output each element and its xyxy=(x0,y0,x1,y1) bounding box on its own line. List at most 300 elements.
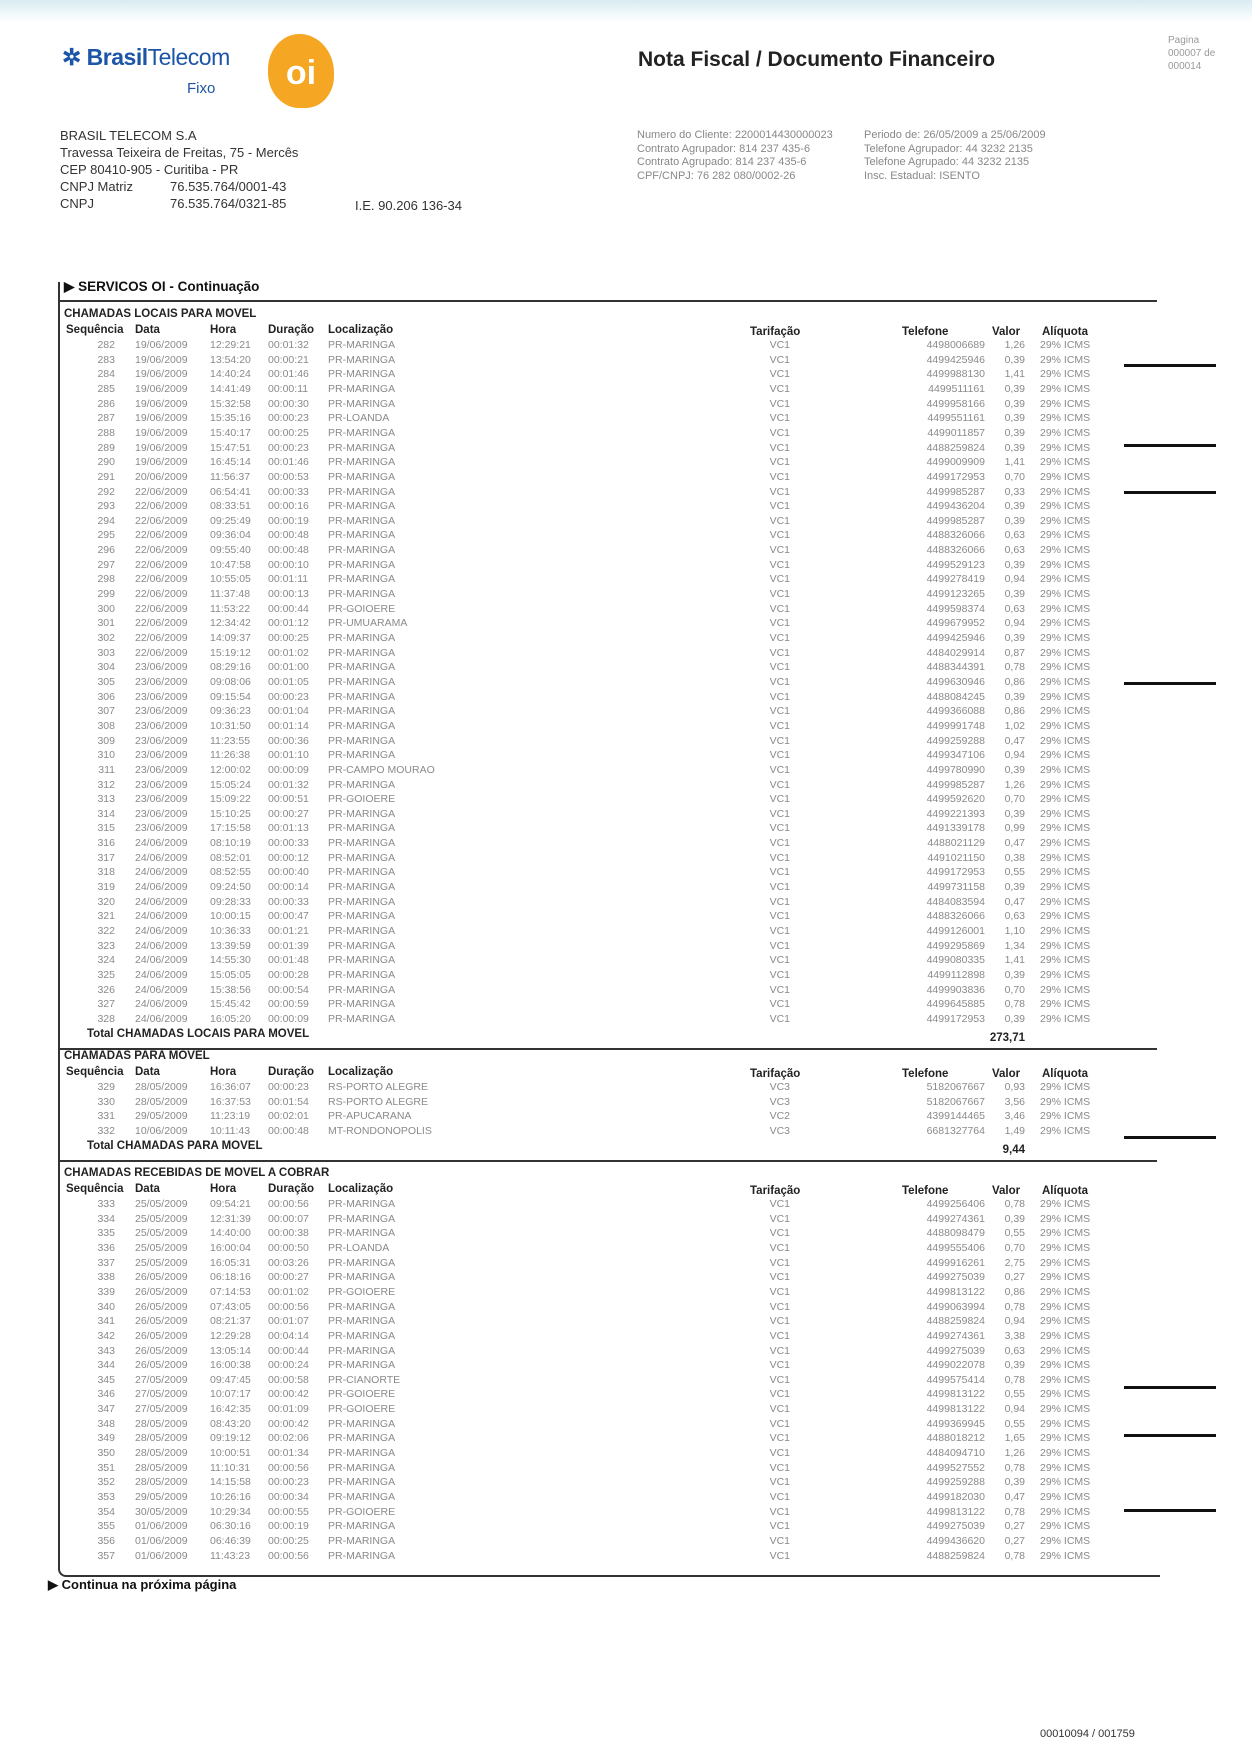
cell-aliquota: 29% ICMS xyxy=(1040,368,1091,381)
cell-tariff: VC1 xyxy=(769,719,790,732)
cell-location: PR-MARINGA xyxy=(328,500,396,513)
cell-time: 16:37:53 xyxy=(210,1095,251,1108)
table-row xyxy=(60,779,1160,794)
column-header-time: Hora xyxy=(210,324,237,336)
margin-mark xyxy=(1124,444,1216,447)
table-row xyxy=(60,881,1160,896)
cell-value: 0,55 xyxy=(1004,1227,1025,1240)
cell-tariff: VC1 xyxy=(769,895,790,908)
cell-value: 0,78 xyxy=(1004,998,1025,1011)
cell-location: PR-MARINGA xyxy=(328,998,396,1011)
cell-aliquota: 29% ICMS xyxy=(1040,573,1091,586)
cell-sequence: 300 xyxy=(97,602,115,615)
cell-time: 12:29:28 xyxy=(210,1329,251,1342)
cell-time: 09:15:54 xyxy=(210,690,251,703)
cell-duration: 00:00:25 xyxy=(268,426,309,439)
cell-aliquota: 29% ICMS xyxy=(1040,1447,1091,1460)
cell-phone: 4499425946 xyxy=(926,353,985,366)
cell-time: 15:45:42 xyxy=(210,998,251,1011)
cell-value: 0,94 xyxy=(1004,1315,1025,1328)
cell-duration: 00:00:40 xyxy=(268,866,309,879)
cell-phone: 4488084245 xyxy=(926,690,985,703)
cell-value: 0,38 xyxy=(1004,851,1025,864)
cell-time: 08:43:20 xyxy=(210,1417,251,1430)
cell-location: PR-MARINGA xyxy=(328,1432,396,1445)
cell-location: PR-MARINGA xyxy=(328,807,396,820)
total-value: 9,44 xyxy=(1002,1143,1025,1156)
cell-aliquota: 29% ICMS xyxy=(1040,939,1091,952)
cell-sequence: 342 xyxy=(97,1329,115,1342)
cell-aliquota: 29% ICMS xyxy=(1040,588,1091,601)
table-row xyxy=(60,940,1160,955)
cell-duration: 00:03:26 xyxy=(268,1256,309,1269)
cell-sequence: 323 xyxy=(97,939,115,952)
cell-date: 19/06/2009 xyxy=(135,456,188,469)
cell-time: 11:53:22 xyxy=(210,602,251,615)
cell-time: 11:37:48 xyxy=(210,588,251,601)
cell-date: 28/05/2009 xyxy=(135,1095,188,1108)
cell-date: 27/05/2009 xyxy=(135,1403,188,1416)
cell-value: 0,63 xyxy=(1004,910,1025,923)
cell-aliquota: 29% ICMS xyxy=(1040,544,1091,557)
cell-sequence: 305 xyxy=(97,675,115,688)
cell-time: 10:47:58 xyxy=(210,558,251,571)
column-header-location: Localização xyxy=(328,324,394,336)
cell-value: 0,39 xyxy=(1004,588,1025,601)
cell-time: 06:46:39 xyxy=(210,1534,251,1547)
cell-value: 0,39 xyxy=(1004,763,1025,776)
cell-date: 24/06/2009 xyxy=(135,968,188,981)
cell-phone: 4491021150 xyxy=(927,851,985,864)
cell-value: 1,41 xyxy=(1004,456,1025,469)
cell-phone: 4499063994 xyxy=(926,1300,985,1313)
cell-tariff: VC1 xyxy=(769,1505,790,1518)
continue-text: Continua na próxima página xyxy=(61,1577,237,1592)
cell-location: PR-LOANDA xyxy=(328,412,390,425)
cell-sequence: 293 xyxy=(97,500,115,513)
cell-location: PR-MARINGA xyxy=(328,558,396,571)
client-info-right xyxy=(864,129,1046,183)
table-row xyxy=(60,984,1160,999)
cell-duration: 00:00:23 xyxy=(268,690,309,703)
cell-sequence: 349 xyxy=(97,1432,115,1445)
cell-aliquota: 29% ICMS xyxy=(1040,1359,1091,1372)
cell-phone: 4488326066 xyxy=(926,544,985,557)
cell-aliquota: 29% ICMS xyxy=(1040,632,1091,644)
cell-tariff: VC1 xyxy=(769,1549,790,1562)
cell-phone: 4499527552 xyxy=(926,1461,985,1474)
cell-date: 28/05/2009 xyxy=(135,1417,188,1430)
cell-sequence: 351 xyxy=(97,1461,115,1474)
cell-date: 24/06/2009 xyxy=(135,1012,188,1025)
cell-location: PR-GOIOERE xyxy=(328,793,396,806)
cell-aliquota: 29% ICMS xyxy=(1040,749,1091,762)
cell-phone: 4499425946 xyxy=(926,632,985,644)
cell-date: 26/05/2009 xyxy=(135,1315,188,1328)
logo-brand-bold: Brasil xyxy=(86,44,148,70)
cell-phone: 4499275039 xyxy=(926,1271,985,1284)
cell-duration: 00:01:46 xyxy=(268,456,309,469)
cell-value: 1,41 xyxy=(1004,368,1025,381)
oi-logo: oi xyxy=(268,34,334,108)
cell-time: 11:56:37 xyxy=(210,470,251,483)
cell-tariff: VC1 xyxy=(769,837,790,850)
column-header-tariff: Tarifação xyxy=(750,1185,801,1197)
cell-value: 1,41 xyxy=(1004,954,1025,967)
cell-value: 0,33 xyxy=(1004,485,1025,498)
cell-value: 1,26 xyxy=(1004,778,1025,791)
table-row xyxy=(60,808,1160,823)
cell-phone: 4399144465 xyxy=(926,1110,985,1123)
cell-time: 16:36:07 xyxy=(210,1081,251,1093)
cell-time: 09:19:12 xyxy=(210,1432,251,1445)
client-info-left xyxy=(637,129,833,183)
cell-time: 08:29:16 xyxy=(210,661,251,674)
cell-value: 0,55 xyxy=(1004,866,1025,879)
cell-time: 06:54:41 xyxy=(210,485,251,498)
page-total: 000014 xyxy=(1168,61,1202,72)
client-number: Numero do Cliente: 2200014430000023 xyxy=(637,129,833,141)
cell-tariff: VC1 xyxy=(769,793,790,806)
logo-icon: ✲ xyxy=(62,44,87,70)
cell-date: 26/05/2009 xyxy=(135,1300,188,1313)
cell-sequence: 356 xyxy=(97,1534,115,1547)
column-header-duration: Duração xyxy=(268,324,315,336)
cell-phone: 4499080335 xyxy=(926,954,985,967)
cell-duration: 00:01:13 xyxy=(268,822,309,835)
cell-date: 23/06/2009 xyxy=(135,778,188,791)
cell-phone: 4499551161 xyxy=(927,412,985,425)
cell-date: 19/06/2009 xyxy=(135,353,188,366)
cell-value: 0,47 xyxy=(1004,1491,1025,1503)
cell-location: PR-MARINGA xyxy=(328,1227,396,1240)
cell-tariff: VC1 xyxy=(769,1256,790,1269)
table-row xyxy=(60,852,1160,867)
cell-value: 0,39 xyxy=(1004,968,1025,981)
margin-mark xyxy=(1124,1434,1216,1437)
cell-phone: 4499221393 xyxy=(926,807,985,820)
cell-duration: 00:00:48 xyxy=(268,1124,309,1137)
cell-tariff: VC1 xyxy=(769,514,790,527)
margin-mark xyxy=(1124,364,1216,367)
table-row xyxy=(60,647,1160,662)
cell-date: 19/06/2009 xyxy=(135,426,188,439)
cell-location: PR-MARINGA xyxy=(328,368,396,381)
cell-time: 09:24:50 xyxy=(210,881,251,894)
table-row xyxy=(60,544,1160,559)
cell-sequence: 327 xyxy=(97,998,115,1011)
cell-tariff: VC1 xyxy=(769,1241,790,1254)
cell-tariff: VC1 xyxy=(769,646,790,659)
column-header-time: Hora xyxy=(210,1183,237,1195)
cell-location: PR-MARINGA xyxy=(328,339,396,351)
cell-location: PR-MARINGA xyxy=(328,1461,396,1474)
cell-sequence: 352 xyxy=(97,1476,115,1489)
cell-value: 0,70 xyxy=(1004,983,1025,996)
cell-time: 16:05:20 xyxy=(210,1012,251,1025)
table-row xyxy=(60,559,1160,574)
cell-phone: 4499259288 xyxy=(926,1476,985,1489)
cell-phone: 5182067667 xyxy=(926,1081,985,1093)
cell-value: 1,34 xyxy=(1004,939,1025,952)
cell-phone: 4491339178 xyxy=(926,822,985,835)
table-row xyxy=(60,573,1160,588)
cell-duration: 00:00:56 xyxy=(268,1198,309,1210)
cell-sequence: 282 xyxy=(97,339,115,351)
cell-phone: 4499813122 xyxy=(926,1388,985,1401)
table-row xyxy=(60,1432,1160,1447)
total-label: Total CHAMADAS PARA MOVEL xyxy=(87,1139,263,1152)
cell-aliquota: 29% ICMS xyxy=(1040,1329,1091,1342)
table-divider xyxy=(60,1160,1157,1162)
cell-time: 08:21:37 xyxy=(210,1315,251,1328)
cell-date: 22/06/2009 xyxy=(135,485,188,498)
cell-duration: 00:00:24 xyxy=(268,1359,309,1372)
cell-aliquota: 29% ICMS xyxy=(1040,675,1091,688)
cell-tariff: VC1 xyxy=(769,368,790,381)
cell-date: 23/06/2009 xyxy=(135,734,188,747)
cell-phone: 4499112898 xyxy=(927,968,985,981)
cell-sequence: 310 xyxy=(97,749,115,762)
cell-value: 1,49 xyxy=(1004,1124,1025,1137)
cell-date: 22/06/2009 xyxy=(135,602,188,615)
cell-time: 08:10:19 xyxy=(210,837,251,850)
cell-date: 24/06/2009 xyxy=(135,851,188,864)
cell-aliquota: 29% ICMS xyxy=(1040,1491,1091,1503)
table-header xyxy=(60,1066,1160,1081)
column-header-date: Data xyxy=(135,1066,160,1078)
cell-duration: 00:00:38 xyxy=(268,1227,309,1240)
cell-sequence: 287 xyxy=(97,412,115,425)
cell-aliquota: 29% ICMS xyxy=(1040,1432,1091,1445)
cell-time: 14:55:30 xyxy=(210,954,251,967)
cell-sequence: 292 xyxy=(97,485,115,498)
cell-date: 01/06/2009 xyxy=(135,1549,188,1562)
cell-time: 16:05:31 xyxy=(210,1256,251,1269)
cell-tariff: VC1 xyxy=(769,1447,790,1460)
cell-location: PR-MARINGA xyxy=(328,1300,396,1313)
cell-duration: 00:01:09 xyxy=(268,1403,309,1416)
cell-duration: 00:00:25 xyxy=(268,1534,309,1547)
cnpj-matriz-label: CNPJ Matriz xyxy=(60,179,133,194)
cell-duration: 00:00:56 xyxy=(268,1461,309,1474)
cell-aliquota: 29% ICMS xyxy=(1040,1534,1091,1547)
cell-aliquota: 29% ICMS xyxy=(1040,500,1091,513)
cell-value: 3,38 xyxy=(1004,1329,1025,1342)
table-divider xyxy=(60,1048,1157,1050)
cell-tariff: VC1 xyxy=(769,1359,790,1372)
cell-time: 10:29:34 xyxy=(210,1505,251,1518)
table-header xyxy=(60,324,1160,339)
cell-tariff: VC1 xyxy=(769,939,790,952)
cell-phone: 4499436620 xyxy=(926,1534,985,1547)
cell-time: 09:08:06 xyxy=(210,675,251,688)
table-row xyxy=(60,691,1160,706)
cell-sequence: 326 xyxy=(97,983,115,996)
cell-time: 16:42:35 xyxy=(210,1403,251,1416)
cell-tariff: VC1 xyxy=(769,1212,790,1225)
cell-tariff: VC1 xyxy=(769,573,790,586)
triangle-right-icon: ▶ xyxy=(48,1577,62,1592)
cell-date: 22/06/2009 xyxy=(135,500,188,513)
table-row xyxy=(60,764,1160,779)
cell-aliquota: 29% ICMS xyxy=(1040,1417,1091,1430)
cell-value: 0,55 xyxy=(1004,1417,1025,1430)
cell-aliquota: 29% ICMS xyxy=(1040,690,1091,703)
cell-value: 0,39 xyxy=(1004,632,1025,644)
cell-date: 22/06/2009 xyxy=(135,544,188,557)
cell-location: PR-MARINGA xyxy=(328,632,396,644)
table-row xyxy=(60,1476,1160,1491)
cell-aliquota: 29% ICMS xyxy=(1040,1549,1091,1562)
cell-time: 08:33:51 xyxy=(210,500,251,513)
cell-phone: 4488259824 xyxy=(926,441,985,454)
column-header-value: Valor xyxy=(992,1068,1021,1080)
table-row xyxy=(60,1110,1160,1125)
cell-duration: 00:00:58 xyxy=(268,1373,309,1386)
cell-date: 25/05/2009 xyxy=(135,1227,188,1240)
cell-time: 09:54:21 xyxy=(210,1198,251,1210)
cell-value: 0,70 xyxy=(1004,470,1025,483)
cell-time: 15:19:12 xyxy=(210,646,251,659)
cell-location: PR-MARINGA xyxy=(328,675,396,688)
cell-duration: 00:00:48 xyxy=(268,529,309,542)
cell-duration: 00:01:02 xyxy=(268,646,309,659)
cell-value: 0,78 xyxy=(1004,1198,1025,1210)
cell-aliquota: 29% ICMS xyxy=(1040,1373,1091,1386)
table-row xyxy=(60,998,1160,1013)
cell-phone: 4499813122 xyxy=(926,1403,985,1416)
cell-time: 11:43:23 xyxy=(210,1549,251,1562)
cell-value: 0,39 xyxy=(1004,397,1025,410)
cell-location: PR-MARINGA xyxy=(328,646,396,659)
cell-duration: 00:01:48 xyxy=(268,954,309,967)
column-header-date: Data xyxy=(135,1183,160,1195)
cell-value: 0,39 xyxy=(1004,500,1025,513)
table-row xyxy=(60,1418,1160,1433)
cell-value: 0,39 xyxy=(1004,690,1025,703)
inscricao-estadual: I.E. 90.206 136-34 xyxy=(355,198,462,213)
cell-location: PR-MARINGA xyxy=(328,1198,396,1210)
table-row xyxy=(60,1388,1160,1403)
table-row xyxy=(60,1374,1160,1389)
cell-tariff: VC3 xyxy=(769,1081,790,1093)
cell-location: PR-MARINGA xyxy=(328,470,396,483)
cell-date: 26/05/2009 xyxy=(135,1285,188,1298)
cell-sequence: 355 xyxy=(97,1520,115,1533)
cell-aliquota: 29% ICMS xyxy=(1040,807,1091,820)
cell-phone: 4488018212 xyxy=(926,1432,985,1445)
cell-location: PR-MARINGA xyxy=(328,690,396,703)
cell-location: PR-MARINGA xyxy=(328,925,396,937)
cell-date: 24/06/2009 xyxy=(135,910,188,923)
cell-time: 12:31:39 xyxy=(210,1212,251,1225)
cell-tariff: VC2 xyxy=(769,1110,790,1123)
triangle-right-icon: ▶ xyxy=(64,279,79,294)
page-current: 000007 de xyxy=(1168,48,1216,59)
cell-date: 19/06/2009 xyxy=(135,368,188,381)
cell-time: 15:05:24 xyxy=(210,778,251,791)
page-indicator xyxy=(1168,34,1215,73)
cell-value: 0,78 xyxy=(1004,1549,1025,1562)
cell-aliquota: 29% ICMS xyxy=(1040,426,1091,439)
cell-duration: 00:01:46 xyxy=(268,368,309,381)
column-header-tariff: Tarifação xyxy=(750,326,801,338)
cell-value: 0,63 xyxy=(1004,1344,1025,1357)
table-row xyxy=(60,368,1160,383)
cell-aliquota: 29% ICMS xyxy=(1040,734,1091,747)
column-header-location: Localização xyxy=(328,1183,394,1195)
cell-duration: 00:00:42 xyxy=(268,1388,309,1401)
cell-tariff: VC1 xyxy=(769,1461,790,1474)
cell-time: 07:14:53 xyxy=(210,1285,251,1298)
cell-value: 0,94 xyxy=(1004,1403,1025,1416)
cell-duration: 00:00:50 xyxy=(268,1241,309,1254)
cell-phone: 4488259824 xyxy=(926,1315,985,1328)
cell-sequence: 313 xyxy=(97,793,115,806)
cell-aliquota: 29% ICMS xyxy=(1040,529,1091,542)
cell-value: 0,39 xyxy=(1004,441,1025,454)
cell-location: PR-APUCARANA xyxy=(328,1110,412,1123)
cell-time: 11:26:38 xyxy=(210,749,251,762)
cell-duration: 00:01:02 xyxy=(268,1285,309,1298)
cell-aliquota: 29% ICMS xyxy=(1040,1256,1091,1269)
cell-value: 1,10 xyxy=(1004,925,1025,937)
cell-value: 0,39 xyxy=(1004,881,1025,894)
cell-time: 13:05:14 xyxy=(210,1344,251,1357)
cell-duration: 00:01:12 xyxy=(268,617,309,630)
cell-duration: 00:00:19 xyxy=(268,1520,309,1533)
cell-duration: 00:01:14 xyxy=(268,719,309,732)
cell-duration: 00:00:21 xyxy=(268,353,309,366)
cell-time: 16:00:04 xyxy=(210,1241,251,1254)
cell-tariff: VC1 xyxy=(769,1432,790,1445)
column-header-aliquota: Alíquota xyxy=(1042,1185,1088,1197)
cell-time: 09:25:49 xyxy=(210,514,251,527)
cell-tariff: VC1 xyxy=(769,763,790,776)
cell-value: 0,78 xyxy=(1004,1373,1025,1386)
column-header-aliquota: Alíquota xyxy=(1042,326,1088,338)
cell-value: 3,46 xyxy=(1004,1110,1025,1123)
cell-phone: 4499278419 xyxy=(926,573,985,586)
cell-tariff: VC1 xyxy=(769,925,790,937)
cell-phone: 4499991748 xyxy=(926,719,985,732)
cell-location: PR-MARINGA xyxy=(328,822,396,835)
cell-location: PR-MARINGA xyxy=(328,1344,396,1357)
cell-location: PR-MARINGA xyxy=(328,734,396,747)
table-row xyxy=(60,1330,1160,1345)
cell-location: PR-MARINGA xyxy=(328,485,396,498)
cell-phone: 4499575414 xyxy=(926,1373,985,1386)
cell-date: 20/06/2009 xyxy=(135,470,188,483)
column-header-aliquota: Alíquota xyxy=(1042,1068,1088,1080)
cell-value: 0,55 xyxy=(1004,1388,1025,1401)
cell-value: 0,47 xyxy=(1004,837,1025,850)
cell-sequence: 333 xyxy=(97,1198,115,1210)
cell-aliquota: 29% ICMS xyxy=(1040,1461,1091,1474)
cell-phone: 4488326066 xyxy=(926,529,985,542)
cell-phone: 4499172953 xyxy=(926,1012,985,1025)
cell-tariff: VC1 xyxy=(769,778,790,791)
cell-phone: 4484094710 xyxy=(926,1447,985,1460)
cell-location: PR-MARINGA xyxy=(328,382,396,395)
cell-aliquota: 29% ICMS xyxy=(1040,1403,1091,1416)
cell-location: PR-MARINGA xyxy=(328,910,396,923)
cell-sequence: 285 xyxy=(97,382,115,395)
cell-sequence: 319 xyxy=(97,881,115,894)
cell-tariff: VC1 xyxy=(769,910,790,923)
margin-mark xyxy=(1124,682,1216,685)
